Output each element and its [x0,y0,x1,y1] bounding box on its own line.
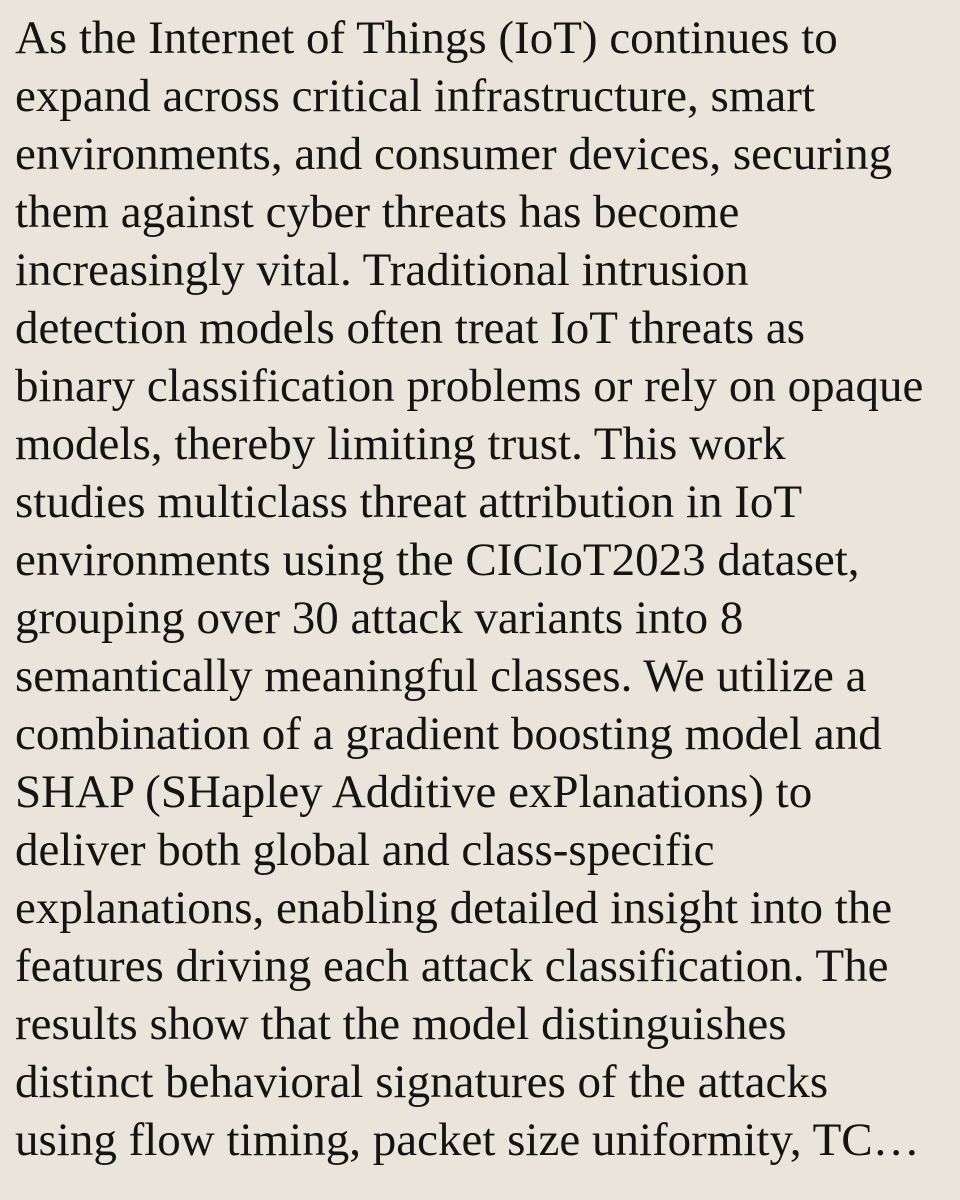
abstract-line: features driving each attack classification. The [15,940,889,992]
abstract-line: distinct behavioral signatures of the attacks [15,1056,829,1108]
abstract-line: studies multiclass threat attribution in IoT [15,476,803,528]
abstract-line: combination of a gradient boosting model and [15,708,882,760]
abstract-line: using flow timing, packet size uniformity, TC… [15,1114,920,1166]
abstract-text [15,9,945,1169]
abstract-line: environments, and consumer devices, securing [15,128,893,180]
abstract-line: increasingly vital. Traditional intrusion [15,244,749,296]
abstract-line: expand across critical infrastructure, smart [15,70,815,122]
abstract-line: detection models often treat IoT threats as [15,302,806,354]
abstract-line: SHAP (SHapley Additive exPlanations) to [15,766,813,818]
abstract-line: explanations, enabling detailed insight into the [15,882,893,934]
abstract-line: semantically meaningful classes. We utilize a [15,650,867,702]
abstract-line: grouping over 30 attack variants into 8 [15,592,744,644]
abstract-line: them against cyber threats has become [15,186,740,238]
abstract-line: deliver both global and class-specific [15,824,715,876]
abstract-line: models, thereby limiting trust. This work [15,418,786,470]
abstract-line: results show that the model distinguishes [15,998,787,1050]
abstract-line: environments using the CICIoT2023 dataset, [15,534,860,586]
abstract-line: binary classification problems or rely on opaque [15,360,924,412]
abstract-line: As the Internet of Things (IoT) continues to [15,12,838,64]
